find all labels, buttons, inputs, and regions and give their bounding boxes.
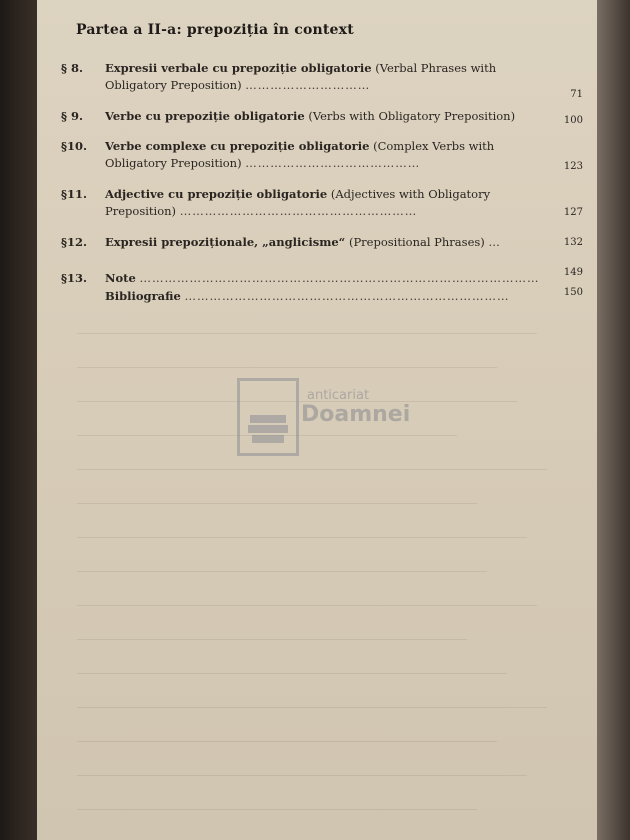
entry-subtitle-line2: Preposition) bbox=[105, 204, 177, 218]
section-title: Partea a II-a: prepoziția în context bbox=[76, 22, 354, 38]
toc-entry-9 bbox=[61, 108, 593, 125]
entry-page: 127 bbox=[563, 207, 583, 218]
leader-dots: ………………………… bbox=[245, 78, 371, 92]
entry-title: Expresii prepoziționale, „anglicisme“ bbox=[105, 235, 346, 249]
entry-subtitle: (Adjectives with Obligatory bbox=[327, 187, 491, 201]
leader-dots: …………………………………………………………………… bbox=[184, 289, 510, 303]
entry-page: 149 bbox=[563, 267, 583, 278]
watermark bbox=[237, 378, 411, 458]
entry-number: § 8. bbox=[61, 61, 84, 75]
entry-title: Verbe cu prepoziție obligatorie bbox=[105, 109, 305, 123]
entry-page: 100 bbox=[563, 115, 583, 126]
entry-number: §10. bbox=[61, 139, 88, 153]
toc-entry-8 bbox=[61, 60, 593, 100]
entry-number: §11. bbox=[61, 187, 88, 201]
toc-entry-13 bbox=[61, 267, 593, 287]
leader-dots: …………………………………… bbox=[245, 156, 421, 170]
book-spine-shadow bbox=[0, 0, 37, 840]
leader-dots: ………………………………………………… bbox=[179, 204, 418, 218]
toc-entry-11 bbox=[61, 186, 593, 220]
entry-number: §13. bbox=[61, 271, 88, 285]
entry-number: §12. bbox=[61, 235, 88, 249]
entry-subtitle-line2: Obligatory Preposition) bbox=[105, 78, 242, 92]
entry-title: Expresii verbale cu prepoziție obligatorie bbox=[105, 61, 372, 75]
entry-title: Verbe complexe cu prepoziție obligatorie bbox=[105, 139, 370, 153]
entry-page: 150 bbox=[563, 287, 583, 298]
entry-page: 123 bbox=[563, 161, 583, 172]
leader-dots: …………………………………………………………………………………… bbox=[139, 271, 540, 285]
leader-dots: … bbox=[488, 235, 501, 249]
toc-entry-12 bbox=[61, 234, 593, 251]
entry-subtitle-line2: Obligatory Preposition) bbox=[105, 156, 242, 170]
toc-entry-10 bbox=[61, 138, 593, 172]
entry-subtitle: (Verbal Phrases with bbox=[371, 61, 497, 75]
entry-page: 132 bbox=[563, 237, 583, 248]
entry-title: Adjective cu prepoziție obligatorie bbox=[105, 187, 328, 201]
watermark-top-text: anticariat bbox=[307, 388, 370, 403]
entry-title: Note bbox=[105, 271, 136, 285]
entry-title: Bibliografie bbox=[105, 289, 181, 303]
book-page bbox=[37, 0, 597, 840]
page-edge bbox=[597, 0, 630, 840]
watermark-main-text: Doamnei bbox=[301, 402, 411, 427]
entry-subtitle: (Complex Verbs with bbox=[369, 139, 495, 153]
entry-subtitle: (Verbs with Obligatory Preposition) bbox=[304, 109, 516, 123]
entry-page: 71 bbox=[570, 89, 583, 100]
watermark-logo-icon bbox=[237, 378, 299, 456]
entry-subtitle: (Prepositional Phrases) bbox=[345, 235, 485, 249]
entry-number: § 9. bbox=[61, 109, 84, 123]
